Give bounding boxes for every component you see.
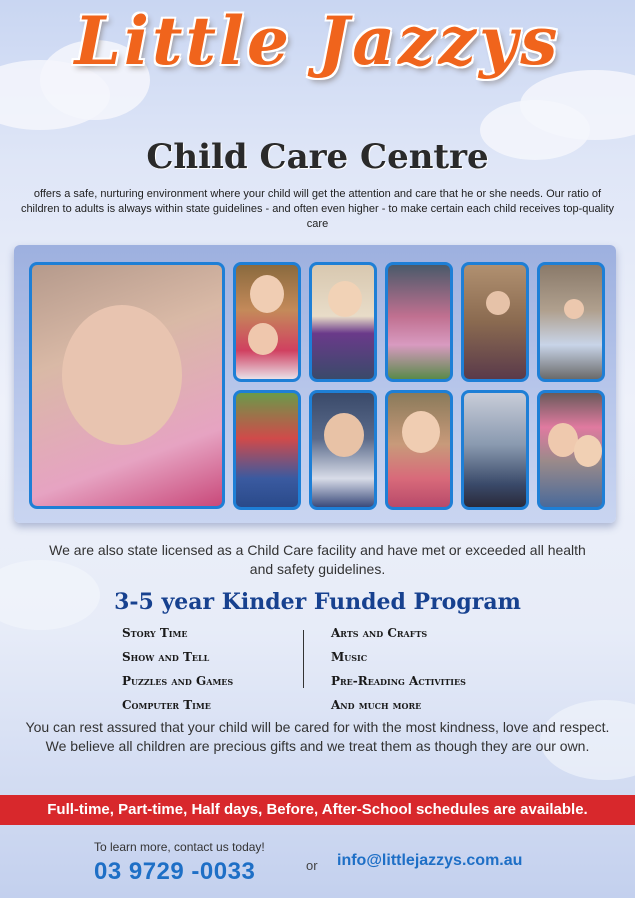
photo-child-6 — [385, 390, 453, 510]
list-item: Music — [331, 650, 368, 664]
program-list-left — [122, 625, 233, 721]
list-item: Show and Tell — [122, 650, 210, 664]
photo-child-2 — [309, 262, 377, 382]
intro-paragraph: offers a safe, nurturing environment where your child will get the attention and care that he or she needs. Our ratio of children to adults is always within state guidelines - and often even higher - to make certain each child receives top-quality care — [20, 188, 615, 230]
schedule-banner: Full-time, Part-time, Half days, Before, After-School schedules are available. — [0, 795, 635, 825]
program-list-right — [331, 625, 466, 721]
photo-child-7 — [461, 390, 529, 510]
brand-logo: Little Jazzys — [74, 2, 561, 80]
photo-child-3 — [461, 262, 529, 382]
assurance-paragraph: You can rest assured that your child will be cared for with the most kindness, love and respect. We believe all children are precious gifts and we treat them as though they are our own. — [25, 719, 610, 754]
list-divider — [303, 630, 304, 688]
list-item: Story Time — [122, 626, 188, 640]
licensing-paragraph: We are also state licensed as a Child Care facility and have met or exceeded all health and safety guidelines. — [49, 542, 586, 577]
photo-baby-large — [29, 262, 225, 509]
page-title: Child Care Centre — [146, 137, 489, 177]
list-item: Arts and Crafts — [331, 626, 428, 640]
list-item: Puzzles and Games — [122, 674, 234, 688]
program-title: 3-5 year Kinder Funded Program — [114, 589, 521, 615]
photo-group-2 — [233, 390, 301, 510]
list-item: And much more — [331, 698, 422, 712]
photo-group-1 — [385, 262, 453, 382]
photo-child-4 — [537, 262, 605, 382]
phone-number[interactable]: 03 9729 -0033 — [94, 858, 256, 885]
or-separator: or — [306, 858, 318, 873]
list-item: Computer Time — [122, 698, 211, 712]
photo-child-5 — [309, 390, 377, 510]
email-link[interactable]: info@littlejazzys.com.au — [337, 852, 523, 869]
photo-child-8 — [537, 390, 605, 510]
list-item: Pre-Reading Activities — [331, 674, 466, 688]
contact-lead: To learn more, contact us today! — [94, 840, 265, 854]
photo-child-1 — [233, 262, 301, 382]
